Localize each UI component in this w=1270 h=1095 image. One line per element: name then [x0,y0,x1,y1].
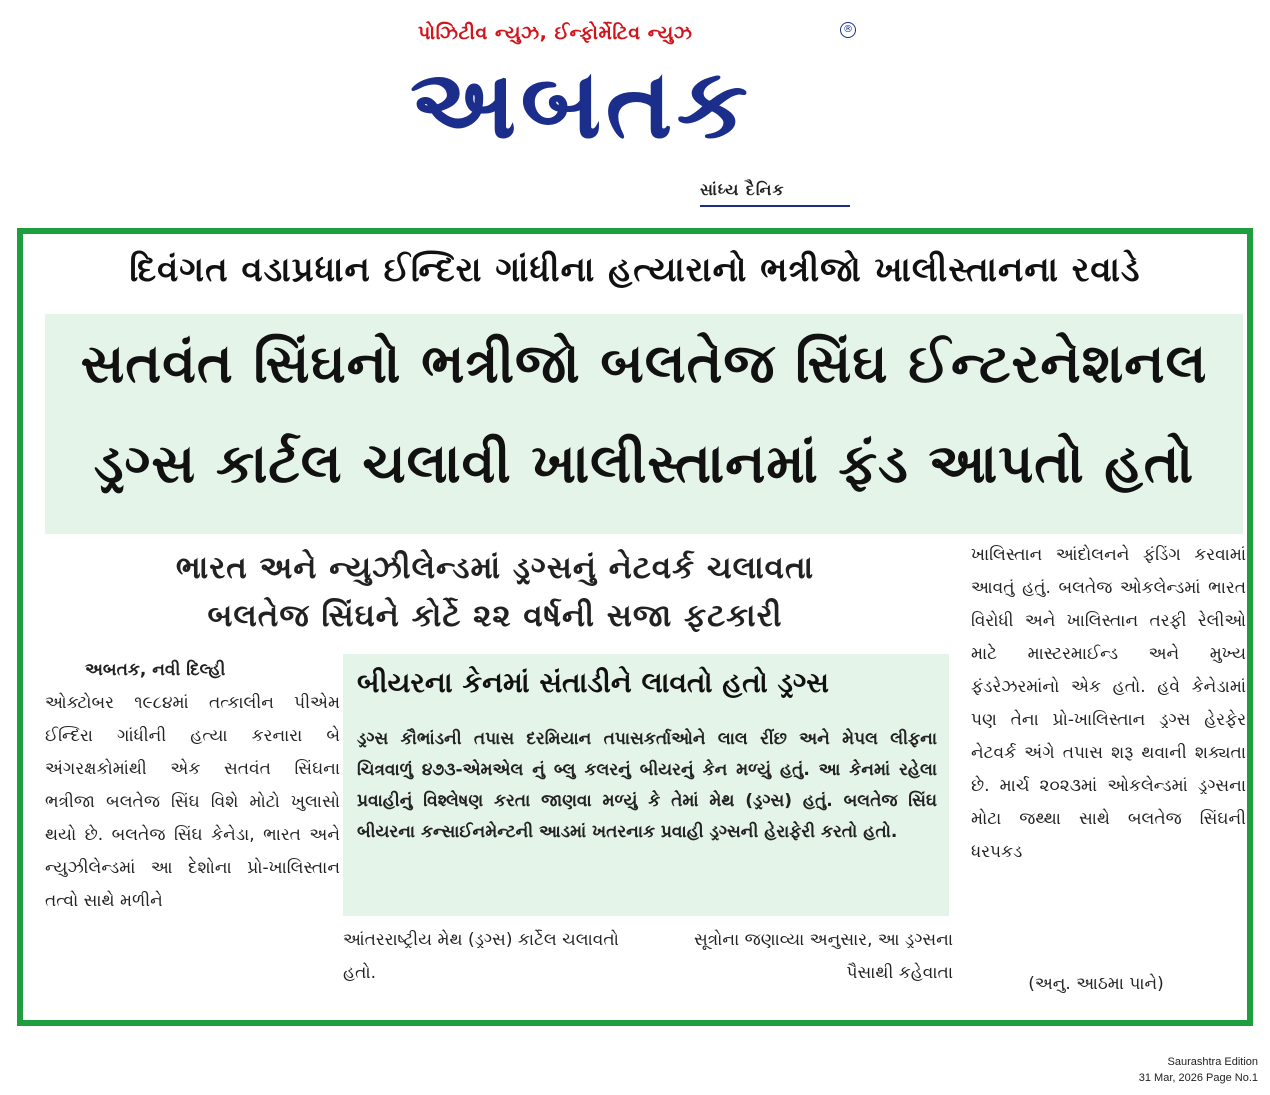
column-1-text: ઓક્ટોબર ૧૯૮૪માં તત્કાલીન પીએમ ઈન્દિરા ગાંધીની હત્યા કરનારા બે અંગરક્ષકોમાંથી એક સતવંત સિંઘના ભત્રીજા બલતેજ સિંઘ વિશે મોટો ખુલાસો થયો છે. બલતેજ સિંઘ કેનેડા, ભારત અને ન્યુઝીલેન્ડમાં આ દેશોના પ્રો-ખાલિસ્તાન તત્વો સાથે મળીને [45,693,340,911]
page-footer [1139,1054,1258,1086]
headline-line-1: સતવંત સિંઘનો ભત્રીજો બલતેજ સિંઘ ઈન્ટરનેશનલ [80,332,1208,395]
article-column-1 [45,654,340,918]
registered-mark-icon: ® [840,22,856,38]
deck-line-2: બલતેજ સિંઘને કોર્ટે ૨૨ વર્ષની સજા ફટકારી [207,598,783,634]
article-frame [17,228,1253,1026]
column-3-text: ખાલિસ્તાન આંદોલનને ફંડિંગ કરવામાં આવતું હતું. બલતેજ ઓકલેન્ડમાં ભારત વિરોધી અને ખાલિસ્તાન તરફી રેલીઓ માટે માસ્ટરમાઈન્ડ અને મુખ્ય ફંડરેઝરમાંનો એક હતો. હવે કેનેડામાં પણ તેના પ્રો-ખાલિસ્તાન ડ્રગ્સ હેરફેર નેટવર્ક અંગે તપાસ શરૂ થવાની શક્યતા છે. માર્ચ ૨૦૨૩માં ઓકલેન્ડમાં ડ્રગ્સના મોટા જથ્થા સાથે બલતેજ સિંઘની ધરપકડ [971,545,1246,862]
deck-line-1: ભારત અને ન્યુઝીલેન્ડમાં ડ્રગ્સનું નેટવર્ક ચલાવતા [175,550,815,586]
dateline: અબતક, નવી દિલ્હી [85,660,226,680]
edition-underline [700,205,850,207]
article-kicker: દિવંગત વડાપ્રધાન ઈન્દિરા ગાંધીના હત્યારાનો ભત્રીજો ખાલીસ્તાનના રવાડે [129,250,1141,290]
sidebar-box-title: બીયરના કેનમાં સંતાડીને લાવતો હતો ડ્રગ્સ [357,666,829,699]
continued-note: (અનુ. આઠમા પાને) [1028,974,1164,994]
sidebar-box-text: ડ્રગ્સ કૌભાંડની તપાસ દરમિયાન તપાસકર્તાઓને લાલ રીંછ અને મેપલ લીફના ચિત્રવાળું ૪૭૩-એમએલ નું બ્લુ કલરનું બીયરનું કેન મળ્યું હતું. આ કેનમાં રહેલા પ્રવાહીનું વિશ્લેષણ કરતા જાણવા મળ્યું કે તેમાં મેથ (ડ્રગ્સ) હતું. બલતેજ સિંઘ બીયરના કન્સાઈનમેન્ટની આડમાં ખતરનાક પ્રવાહી ડ્રગ્સની હેરાફેરી કરતો હતો. [357,729,937,842]
sidebar-box [343,654,949,916]
column-2-left-text: આંતરરાષ્ટ્રીય મેથ (ડ્રગ્સ) કાર્ટેલ ચલાવતો હતો. [343,930,619,983]
headline-line-2: ડ્રગ્સ કાર્ટલ ચલાવી ખાલીસ્તાનમાં ફંડ આપતો હતો [93,432,1195,495]
article-deck [45,544,945,640]
date-page-label: 31 Mar, 2026 Page No.1 [1138,1072,1258,1084]
logo-text: અબતક [410,48,753,160]
masthead [400,10,870,210]
column-2-right-text: સૂત્રોના જણાવ્યા અનુસાર, આ ડ્રગ્સના પૈસાથી કહેવાતા [693,930,953,983]
newspaper-logo [410,44,862,164]
edition-type: સાંધ્ય દૈનિક [700,180,785,199]
edition-label: Saurashtra Edition [1167,1056,1258,1068]
masthead-tagline: પોઝિટીવ ન્યુઝ, ઈન્ફોર્મેટિવ ન્યુઝ [418,22,693,44]
headline-band [45,314,1243,534]
